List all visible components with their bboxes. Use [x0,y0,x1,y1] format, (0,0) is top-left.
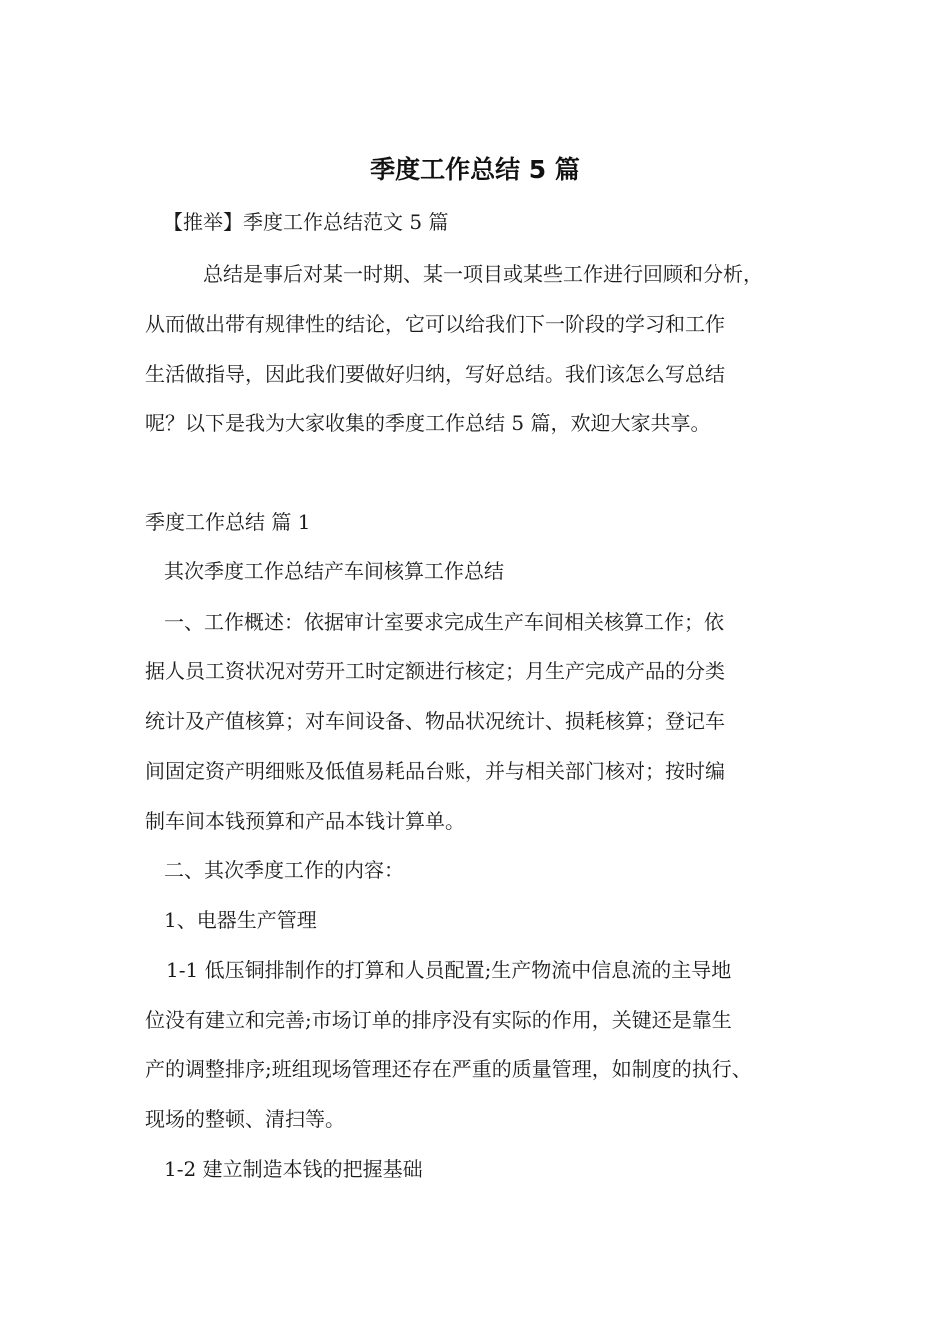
intro-paragraph-line-4: 呢？以下是我为大家收集的季度工作总结 5 篇，欢迎大家共享。 [145,411,711,435]
recommend-line: 【推举】季度工作总结范文 5 篇 [163,210,449,234]
document-title: 季度工作总结 5 篇 [370,155,580,184]
subsection-heading: 1、电器生产管理 [164,908,317,932]
section-heading: 季度工作总结 篇 1 [145,510,311,534]
overview-line-1: 一、工作概述：依据审计室要求完成生产车间相关核算工作；依 [164,610,724,634]
item-1-2-heading: 1-2 建立制造本钱的把握基础 [164,1157,423,1181]
overview-line-4: 间固定资产明细账及低值易耗品台账，并与相关部门核对；按时编 [145,759,725,783]
item-1-1-line-4: 现场的整顿、清扫等。 [145,1107,345,1131]
section-subtitle: 其次季度工作总结产车间核算工作总结 [164,559,504,583]
overview-line-3: 统计及产值核算；对车间设备、物品状况统计、损耗核算；登记车 [145,709,725,733]
intro-paragraph-line-3: 生活做指导，因此我们要做好归纳，写好总结。我们该怎么写总结 [145,362,725,386]
item-1-1-line-2: 位没有建立和完善;市场订单的排序没有实际的作用，关键还是靠生 [145,1008,732,1032]
overview-line-2: 据人员工资状况对劳开工时定额进行核定；月生产完成产品的分类 [145,659,725,683]
intro-paragraph-line-1: 总结是事后对某一时期、某一项目或某些工作进行回顾和分析， [203,262,763,286]
overview-line-5: 制车间本钱预算和产品本钱计算单。 [145,809,465,833]
content-heading: 二、其次季度工作的内容： [164,858,404,882]
intro-paragraph-line-2: 从而做出带有规律性的结论，它可以给我们下一阶段的学习和工作 [145,312,725,336]
item-1-1-line-1: 1-1 低压铜排制作的打算和人员配置;生产物流中信息流的主导地 [166,958,732,982]
item-1-1-line-3: 产的调整排序;班组现场管理还存在严重的质量管理，如制度的执行、 [145,1057,752,1081]
